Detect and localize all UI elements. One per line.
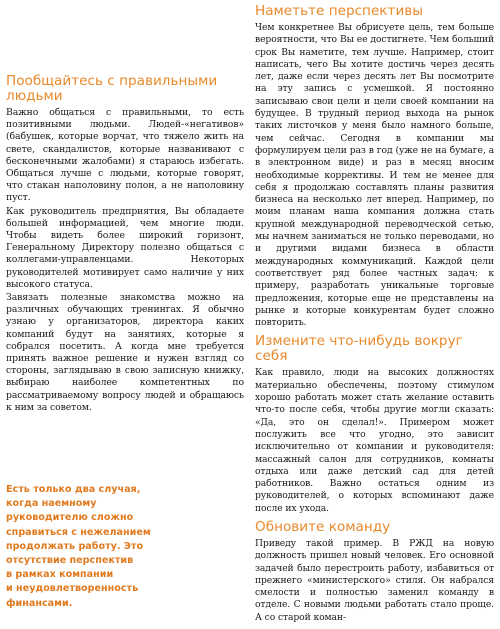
pull-quote	[6, 483, 166, 611]
paragraph: Как руководитель предприятия, Вы обладаете большей информацией, чем многие люди. Чтобы видеть более широкий горизонт, Генеральному Директору полезно общаться с коллегами-управленцами. Некоторых руководителей мотивирует само наличие у них высокого статуса.	[6, 205, 244, 290]
paragraph: Важно общаться с правильными, то есть позитивными людьми. Людей-«негативов» (бабушек, которые ворчат, что тяжело жить на свете, скандалистов, которые названивают с бесконечными жалобами) я стараюсь избегать. Общаться лучше с людьми, которые говорят, что стакан наполовину полон, а не наполовину пуст.	[6, 107, 244, 204]
section-title: Обновите команду	[255, 518, 391, 535]
paragraph: Как правило, люди на высоких должностях материально обеспечены, поэтому стимулом хорошо работать может стать желание оставить что-то после себя, чтобы другие могли сказать: «Да, это он сделал!». Примером может послужить все что угодно, это зависит исключительно от компании и руководителя: массажный салон для сотрудников, комнаты отдыха или даже детский сад для детей работников. Важно остаться одним из руководителей, о которых вспоминают даже после их ухода.	[255, 367, 494, 514]
right-column	[255, 4, 494, 629]
section-title-line: Пообщайтесь с правильными	[6, 73, 218, 89]
pull-quote-line: руководителю сложно	[6, 512, 134, 524]
section-update-team	[255, 520, 494, 624]
section-title: Измените что-нибудь вокруг себя	[255, 333, 463, 365]
paragraph: Приведу такой пример. В РЖД на новую должность пришел новый человек. Его основной задачей было перестроить работу, избавиться от прежнего «министерского» стиля. Он набрался смелости и полностью заменил команду в отделе. С новыми людьми работать стало проще. А со старой коман-	[255, 537, 494, 623]
pull-quote-line: финансами.	[6, 597, 73, 609]
pull-quote-line: Есть только два случая,	[6, 484, 141, 495]
paragraph: Завязать полезные знакомства можно на различных обучающих тренингах. Я обычно узнаю у организаторов, директора каких компаний будут на занятиях, которые я собрался посетить. А когда мне требуется принять важное решение и нужен взгляд со стороны, заглядываю в свою записную книжку, выбираю наиболее компетентных по рассматриваемому вопросу людей и обращаюсь к ним за советом.	[6, 292, 244, 413]
paragraph: Чем конкретнее Вы обрисуете цель, тем больше вероятности, что Вы ее достигнете. Чем больший срок Вы наметите, тем лучше. Например, стоит написать, чего Вы хотите достичь через десять лет, даже если через десять лет Вы посмотрите на эту запись с усмешкой. Я постоянно записываю свои цели и цели своей компании на будущее. В трудный период выхода на рынок таких листочков у меня было намного больше, чем сейчас. Сегодня в компании мы формулируем цели раз в год (уже не на бумаге, а в электронном виде) и раз в месяц вносим необходимые коррективы. И тем не менее для себя я продолжаю составлять планы развития бизнеса на несколько лет вперед. Например, по моим планам наша компания должна стать крупной международной переводческой сетью, мы начнем заниматься не только переводами, но и другими видами бизнеса в области международных коммуникаций. Каждой цели соответствует ряд более частных задач: к примеру, разработать уникальные торговые предложения, которые еще не представлены на рынке и которые конкурентам будет сложно повторить.	[255, 22, 494, 329]
pull-quote-line: отсутствие перспектив	[6, 555, 134, 567]
pull-quote-line: в рамках компании	[6, 569, 114, 581]
section-change-something	[255, 334, 494, 515]
section-title-right-people	[6, 74, 244, 104]
left-column	[6, 74, 244, 415]
section-title-line: людьми	[6, 88, 63, 104]
pull-quote-line: продолжать работу. Это	[6, 540, 144, 552]
pull-quote-line: и неудовлетворенность	[6, 583, 139, 595]
pull-quote-line: когда наемному	[6, 498, 97, 510]
section-perspectives	[255, 4, 494, 329]
pull-quote-line: справиться с нежеланием	[6, 526, 151, 538]
section-title: Наметьте перспективы	[255, 3, 424, 19]
